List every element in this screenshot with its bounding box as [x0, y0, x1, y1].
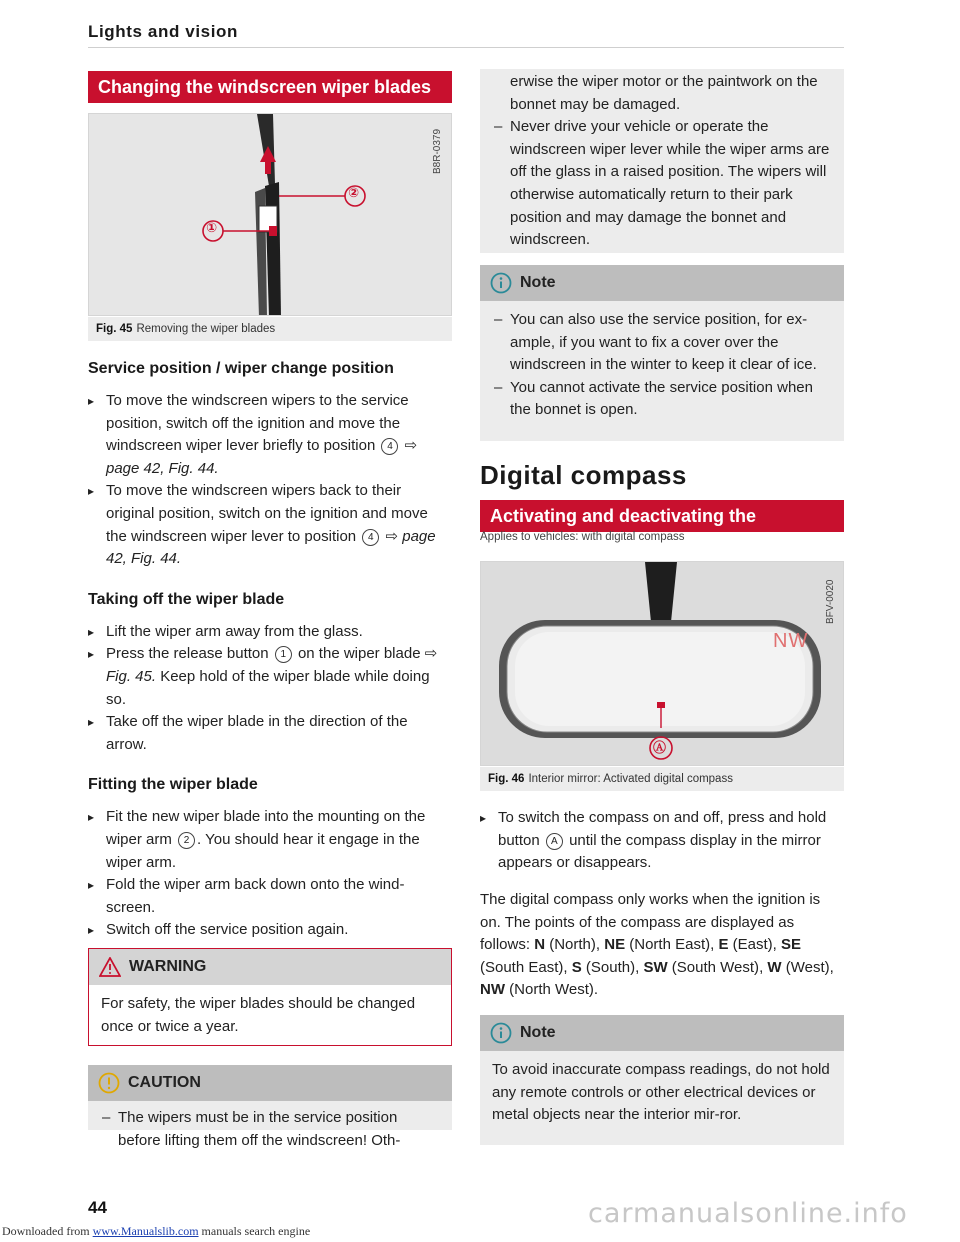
list-item: ▸ Take off the wiper blade in the direction of the arrow. [88, 711, 452, 756]
figure-caption [88, 317, 452, 341]
button-a-label: Ⓐ [653, 740, 667, 755]
callout-2-label: ② [348, 185, 360, 200]
service-section [88, 360, 452, 942]
compass-note-box [480, 1015, 844, 1145]
bullet-text: To switch the compass on and off, press and hold button [498, 809, 827, 849]
note-header [480, 1015, 844, 1051]
service-list [88, 390, 452, 571]
compass-point: SW [643, 958, 668, 976]
page-number: 44 [88, 1198, 107, 1217]
button-marker: A [546, 833, 563, 850]
caution-item: – The wipers must be in the service position before lifting them off the windscreen! Oth- [100, 1107, 440, 1152]
service-heading: Service position / wiper change position [88, 360, 394, 377]
wiper-blade-illustration [89, 114, 452, 316]
takeoff-heading: Taking off the wiper blade [88, 590, 285, 608]
list-item [88, 806, 452, 874]
caution-item: – Never drive your vehicle or operate the windscreen wiper lever while the wiper arms are off the glass in a raised position. The wipers will otherwise automatically return to their park position and may damage the bonnet and windscreen. [492, 116, 832, 252]
warning-header [89, 949, 451, 985]
compass-point-name: (West) [785, 958, 830, 976]
wiper-section-title: Changing the windscreen wiper blades [88, 71, 452, 103]
interior-mirror-illustration [481, 562, 844, 766]
compass-point-name: (South) [585, 958, 636, 976]
caution-box [88, 1065, 452, 1149]
compass-point: N [534, 936, 546, 954]
compass-point: E [718, 936, 729, 954]
caution-item-continued: erwise the wiper motor or the paintwork on the bonnet may be damaged. [510, 73, 818, 113]
compass-figure [480, 561, 844, 766]
callout-1-label: ① [206, 220, 218, 235]
section-header: Lights and vision [88, 22, 238, 41]
warning-triangle-icon [99, 957, 121, 977]
info-icon [490, 1022, 512, 1044]
bullet-text: To move the windscreen wipers to the service position, switch off the ignition and move the windscreen wiper lever briefly to position [106, 392, 409, 455]
info-icon [490, 272, 512, 294]
wiper-figure [88, 113, 452, 316]
compass-point: S [571, 958, 582, 976]
compass-point: NW [480, 981, 505, 999]
caution-title: CAUTION [128, 1074, 201, 1091]
download-footer [2, 1224, 310, 1239]
caption-number: Fig. 46 [488, 773, 525, 785]
list-item [88, 390, 452, 480]
caution-icon [98, 1072, 120, 1094]
note-box [480, 265, 844, 441]
compass-point-name: (North) [549, 936, 596, 954]
position-marker: 2 [178, 832, 195, 849]
warning-box [88, 948, 452, 1046]
list-item [480, 807, 844, 875]
fitting-list [88, 806, 452, 942]
position-marker: 1 [275, 646, 292, 663]
figure-code: BFV-0020 [825, 579, 836, 624]
compass-paragraph: The digital compass only works when the ignition is on. The points of the compass are displayed as follows: N (North), NE (North East), E (East), SE (South East), S (South), SW (South West), W (West), NW (North West). [480, 891, 834, 999]
note-item: – You can also use the service position, for ex-ample, if you want to fix a cover over the windscreen in the winter to keep it clear of ice. [492, 309, 832, 377]
paragraph-text: The digital compass only works when the ignition is on. The points of the compass are displayed as follows: [480, 891, 821, 954]
note-title: Note [520, 1024, 556, 1041]
note-text: To avoid inaccurate compass readings, do not hold any remote controls or other electrical devices or metal objects near the interior mir-ror. [492, 1061, 830, 1124]
caption-text: Interior mirror: Activated digital compass [528, 773, 733, 785]
compass-point-name: (South East) [480, 958, 564, 976]
note-item: – You cannot activate the service position when the bonnet is open. [492, 377, 832, 422]
note-header [480, 265, 844, 301]
list-item: ▸ Switch off the service position again. [88, 919, 452, 942]
figure-reference-link[interactable]: ⇨ Fig. 45. [106, 645, 438, 685]
list-item [88, 643, 452, 711]
bullet-text: Keep hold of the wiper blade while doing so. [106, 667, 430, 708]
warning-text: For safety, the wiper blades should be changed once or twice a year. [101, 995, 416, 1035]
list-item [88, 480, 452, 570]
compass-point: NE [604, 936, 626, 954]
caption-text: Removing the wiper blades [136, 323, 276, 335]
footer-text: manuals search engine [201, 1224, 311, 1238]
caution-box-continued [480, 69, 844, 253]
fitting-heading: Fitting the wiper blade [88, 776, 258, 794]
caution-header [88, 1065, 452, 1101]
position-marker: 4 [362, 529, 379, 546]
bullet-text: Fit the new wiper blade into the mounting on the wiper arm [106, 808, 426, 848]
compass-subsection-title: Activating and deactivating the compass [480, 500, 844, 532]
manualslib-link[interactable]: www.Manualslib.com [92, 1224, 199, 1238]
compass-point-name: (South West) [671, 958, 760, 976]
list-item: ▸ Fold the wiper arm back down onto the wind-screen. [88, 874, 452, 919]
compass-point-name: (East) [732, 936, 773, 954]
bullet-text: . You should hear it engage in the wiper arm. [106, 830, 420, 871]
figure-code: B8R-0379 [432, 128, 443, 174]
compass-point: SE [781, 936, 802, 954]
compass-point-name: (North West). [509, 981, 599, 999]
page-reference-link[interactable]: ⇨ page 42, Fig. 44. [106, 527, 436, 568]
header-divider [88, 47, 844, 48]
watermark: carmanualsonline.info [588, 1198, 908, 1229]
bullet-text: on the wiper blade [297, 645, 421, 663]
compass-point: W [767, 958, 782, 976]
bullet-text: Press the release button [106, 645, 269, 663]
position-marker: 4 [381, 438, 398, 455]
compass-point-name: (North East) [629, 936, 711, 954]
note-title: Note [520, 274, 556, 291]
warning-title: WARNING [129, 958, 207, 975]
footer-text: Downloaded from [2, 1224, 90, 1238]
takeoff-list [88, 621, 452, 757]
bullet-text: To move the windscreen wipers back to their original position, switch on the ignition and move the windscreen wiper lever to position [106, 482, 428, 545]
figure-caption [480, 767, 844, 791]
caption-number: Fig. 45 [96, 323, 133, 335]
compass-display: NW [773, 630, 809, 652]
page-reference-link[interactable]: ⇨ page 42, Fig. 44. [106, 437, 418, 477]
list-item: ▸ Lift the wiper arm away from the glass. [88, 621, 452, 644]
compass-bullet [480, 807, 844, 875]
bullet-text: until the compass display in the mirror appears or disappears. [498, 831, 821, 872]
compass-section-title: Digital compass [480, 460, 687, 490]
applies-to-note: Applies to vehicles: with digital compass [480, 531, 685, 543]
